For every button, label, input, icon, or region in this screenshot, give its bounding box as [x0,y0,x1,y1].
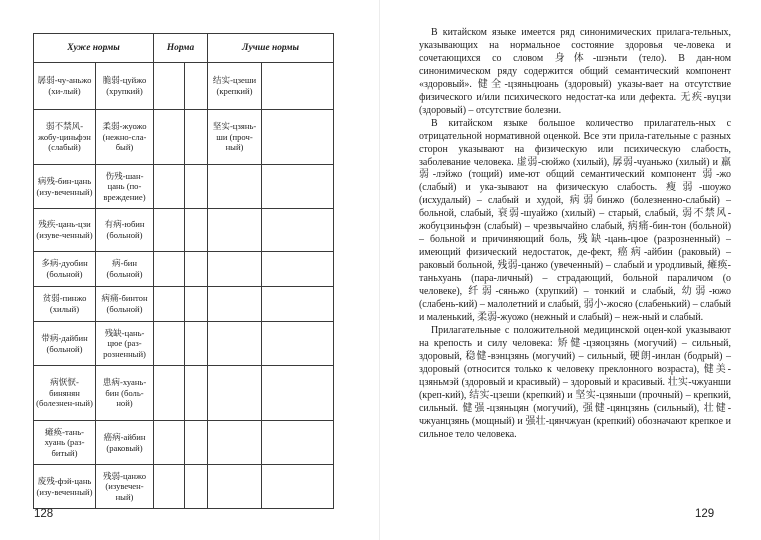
paragraph: В китайском языке имеется ряд синонимических прилага-тельных, указывающих на нормальное состояние здоровья че-ловека и сочетающихся со словом 身体-шэньти (тело). В дан-ном синонимическом ряду содержится общий семантический компонент «здоровый». 健全-цзяньцюань (здоровый) указы-вает на отсутствие физического и/или психического недостат-ка или дефекта. 无疾-вуцзи (здоровый) – отсутствие болезни. [419,27,731,116]
table-cell [154,366,185,421]
table-cell: 瘫痪-тань-хуань (раз-битый) [34,421,96,465]
table-row [34,465,334,509]
table-cell [185,209,208,252]
table-cell [262,63,334,110]
left-page [0,0,380,540]
table-row [34,209,334,252]
table-cell [262,366,334,421]
table-header-row [34,34,334,63]
table-cell: 带病-дайбин (больной) [34,322,96,366]
norm-table [33,33,334,509]
table-cell [185,322,208,366]
table-cell [262,421,334,465]
paragraph: Прилагательные с положительной медицинской оцен-кой указывают на крепость и силу человека: 矫健-цзяоцзянь (могучий) – сильный, здоровый, 稳健-вэнцзянь (могучий) – сильный, 硬朗-инлан (бодрый) – здоровый (относится только к человеку преклонного возраста), 健美-цзяньмэй (здоровый и красивый) – здоровый и красивый. 壮实-чжуанши (креп-кий), 结实-цзеши (крепкий) и 坚实-цзяньши (прочный) – крепкий, сильный. 健强-цзяньцян (могучий), 强健-цянцзянь (сильный), 壮健-чжуанцзянь (мощный) и 强壮-цянчжуан (крепкий) обозначают крепкое и сильное тело человека. [419,324,731,440]
table-row [34,63,334,110]
table-cell [154,252,185,287]
table-cell [262,252,334,287]
table-cell: 残疾-цань-цзи (изуве-ченный) [34,209,96,252]
page-number-left: 128 [34,508,54,520]
table-cell: 残弱-цанжо (изувечен-ный) [96,465,154,509]
table-row [34,421,334,465]
page-number-right: 129 [695,508,715,520]
table-cell: 柔弱-жуожо (нежно-сла-бый) [96,110,154,165]
table-cell: 病恹恹-бинянян (болезнен-ный) [34,366,96,421]
table-cell: 患病-хуань-бин (боль-ной) [96,366,154,421]
table-cell [262,209,334,252]
table-cell: 弱不禁风-жобу-циньфэн (слабый) [34,110,96,165]
table-cell [185,421,208,465]
table-cell: 废残-фэй-цань (изу-веченный) [34,465,96,509]
table-cell: 伤残-шан-цань (по-вреждение) [96,165,154,209]
header-better-than-norm: Лучше нормы [208,34,334,63]
table-cell [208,366,262,421]
table-row [34,322,334,366]
header-worse-than-norm: Хуже нормы [34,34,154,63]
table-cell [262,110,334,165]
table-cell [154,322,185,366]
body-text [419,27,731,442]
table-cell [185,287,208,322]
table-cell: 孱弱-чу-аньжо (хи-лый) [34,63,96,110]
table-cell [262,287,334,322]
table-cell [262,465,334,509]
table-cell [262,322,334,366]
table-cell: 多病-дуобин (больной) [34,252,96,287]
table-cell [154,63,185,110]
table-cell [185,252,208,287]
table-cell [208,165,262,209]
table-row [34,287,334,322]
table-cell: 结实-цзеши (крепкий) [208,63,262,110]
table-cell: 残缺-цань-цюе (раз-розненный) [96,322,154,366]
table-row [34,165,334,209]
table-cell [154,165,185,209]
table-cell: 病痛-бинтон (больной) [96,287,154,322]
table-row [34,366,334,421]
table-cell [154,421,185,465]
table-row [34,252,334,287]
table-cell [208,421,262,465]
table-cell [185,366,208,421]
table-cell: 有病-юбин (больной) [96,209,154,252]
table-cell [154,465,185,509]
table-cell [208,287,262,322]
table-cell: 脆弱-цуйжо (хрупкий) [96,63,154,110]
table-row [34,110,334,165]
table-cell [154,110,185,165]
table-cell [208,465,262,509]
table-cell: 贫弱-пинжо (хилый) [34,287,96,322]
paragraph: В китайском языке большое количество прилагатель-ных с отрицательной нормативной оценкой. Все эти прила-гательные с разных сторон указывают на физическую или психическую слабость, заболевание человека. 虚弱-сюйжо (хилый), 孱弱-чуаньжо (хилый) и 羸弱-лэйжо (тощий) име-ют общий семантический компонент 弱-жо (слабый) и ука-зывают на физическую слабость. 瘦弱-шоужо (исхудалый) – слабый и худой, 病弱бинжо (болезненно-слабый) – больной, слабый, 衰弱-шуайжо (хилый) – старый, слабый, 弱不禁风-жобуцзиньфэн (слабый) – чрезвычайно слабый, 病痛-бин-тон (больной) – больной и причиняющий боль, 残缺-цань-цюе (разрозненный) – имеющий физический недостаток, де-фект, 癌病-айбин (раковый) – раковый больной, 残弱-цанжо (увеченный) – слабый и уродливый, 瘫痪-таньхуань (пара-личный) – страдающий, больной параличом (о человеке), 纤弱-сяньжо (хрупкий) – тонкий и слабый, 幼弱-южо (слабень-кий) – малолетний и слабый, 弱小-жосяо (слабенький) – слабый и маленький, 柔弱-жуожо (нежный и слабый) – неж-ный и слабый. [419,117,731,323]
table-cell [208,322,262,366]
table-cell: 癌病-айбин (раковый) [96,421,154,465]
table-cell [185,465,208,509]
table-cell [185,63,208,110]
header-norm: Норма [154,34,208,63]
table-cell [185,165,208,209]
table-cell [208,209,262,252]
table-cell [154,287,185,322]
table-cell [185,110,208,165]
table-cell [262,165,334,209]
right-page [380,0,761,540]
table-cell [154,209,185,252]
table-cell: 坚实-цзянь-ши (проч-ный) [208,110,262,165]
table-cell [208,252,262,287]
table-cell: 病残-бин-цань (изу-веченный) [34,165,96,209]
table-cell: 病-бин (больной) [96,252,154,287]
